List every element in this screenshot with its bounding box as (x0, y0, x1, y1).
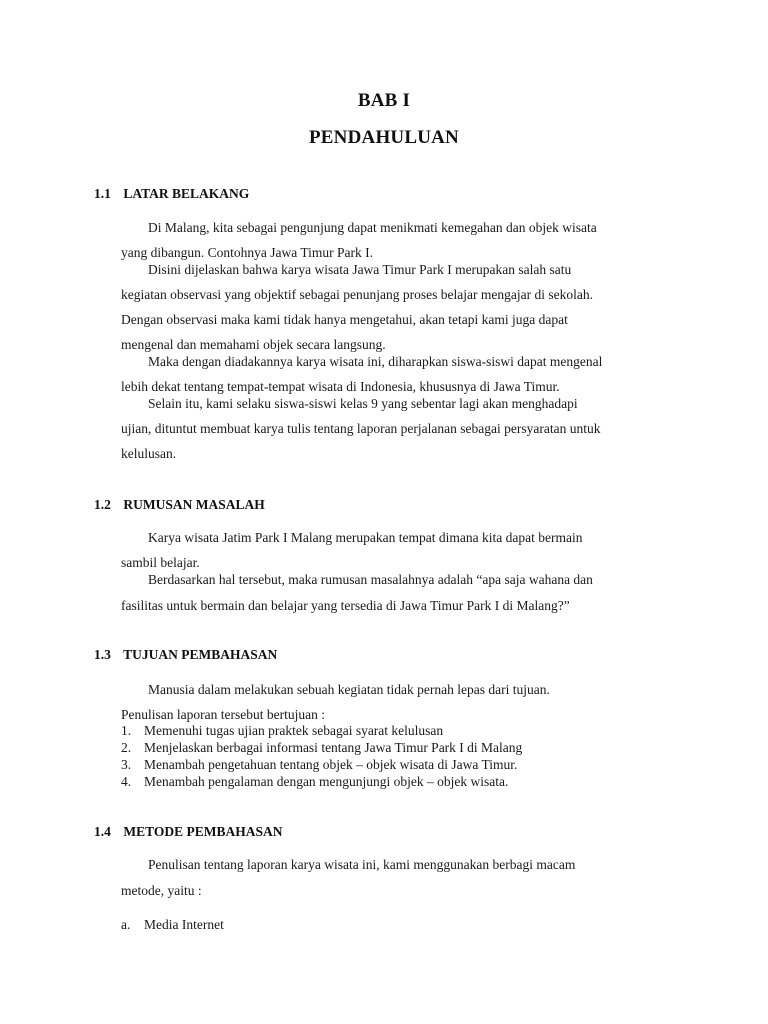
list-item (121, 917, 224, 933)
chapter-subtitle: PENDAHULUAN (309, 127, 459, 148)
paragraph-line: Berdasarkan hal tersebut, maka rumusan masalahnya adalah “apa saja wahana dan (148, 572, 593, 587)
list-number: 1. (121, 723, 132, 738)
section-heading-latar-belakang (94, 186, 249, 202)
paragraph-line: kelulusan. (121, 446, 177, 461)
paragraph-line: Maka dengan diadakannya karya wisata ini, diharapkan siswa-siswi dapat mengenal (148, 354, 603, 369)
paragraph-line: Penulisan laporan tersebut bertujuan : (121, 707, 325, 722)
paragraph-line: Disini dijelaskan bahwa karya wisata Jawa Timur Park I merupakan salah satu (148, 262, 572, 277)
list-item (121, 740, 522, 756)
list-item (121, 723, 443, 739)
paragraph-line: mengenal dan memahami objek secara langsung. (121, 337, 386, 352)
paragraph-line: lebih dekat tentang tempat-tempat wisata di Indonesia, khususnya di Jawa Timur. (121, 379, 560, 394)
list-item (121, 774, 508, 790)
paragraph-line: Selain itu, kami selaku siswa-siswi kelas 9 yang sebentar lagi akan menghadapi (148, 396, 578, 411)
list-text: Menambah pengalaman dengan mengunjungi objek – objek wisata. (144, 774, 509, 789)
list-text: Media Internet (144, 917, 224, 932)
paragraph-line: kegiatan observasi yang objektif sebagai penunjang proses belajar mengajar di sekolah. (121, 287, 593, 302)
list-text: Menjelaskan berbagai informasi tentang Jawa Timur Park I di Malang (144, 740, 523, 755)
list-item (121, 757, 517, 773)
paragraph-line: ujian, dituntut membuat karya tulis tentang laporan perjalanan sebagai persyaratan untuk (121, 421, 601, 436)
list-number: a. (121, 917, 131, 932)
section-title: RUMUSAN MASALAH (123, 497, 265, 512)
section-number: 1.2 (94, 497, 111, 512)
section-number: 1.4 (94, 824, 111, 839)
paragraph-line: metode, yaitu : (121, 883, 202, 898)
section-number: 1.1 (94, 186, 111, 201)
section-title: METODE PEMBAHASAN (123, 824, 283, 839)
list-number: 3. (121, 757, 132, 772)
section-heading-tujuan-pembahasan (94, 647, 277, 663)
paragraph-line: fasilitas untuk bermain dan belajar yang tersedia di Jawa Timur Park I di Malang?” (121, 598, 570, 613)
paragraph-line: Dengan observasi maka kami tidak hanya mengetahui, akan tetapi kami juga dapat (121, 312, 568, 327)
list-text: Memenuhi tugas ujian praktek sebagai syarat kelulusan (144, 723, 444, 738)
list-text: Menambah pengetahuan tentang objek – objek wisata di Jawa Timur. (144, 757, 518, 772)
chapter-title: BAB I (357, 90, 411, 111)
paragraph-line: sambil belajar. (121, 555, 200, 570)
section-title: LATAR BELAKANG (123, 186, 250, 201)
paragraph-line: Penulisan tentang laporan karya wisata ini, kami menggunakan berbagi macam (148, 857, 576, 872)
section-heading-rumusan-masalah (94, 497, 265, 513)
paragraph-line: Karya wisata Jatim Park I Malang merupakan tempat dimana kita dapat bermain (148, 530, 583, 545)
paragraph-line: yang dibangun. Contohnya Jawa Timur Park I. (121, 245, 373, 260)
section-title: TUJUAN PEMBAHASAN (123, 647, 278, 662)
paragraph-line: Di Malang, kita sebagai pengunjung dapat menikmati kemegahan dan objek wisata (148, 220, 597, 235)
list-number: 4. (121, 774, 132, 789)
list-number: 2. (121, 740, 132, 755)
section-heading-metode-pembahasan (94, 824, 283, 840)
section-number: 1.3 (94, 647, 111, 662)
paragraph-line: Manusia dalam melakukan sebuah kegiatan tidak pernah lepas dari tujuan. (148, 682, 550, 697)
